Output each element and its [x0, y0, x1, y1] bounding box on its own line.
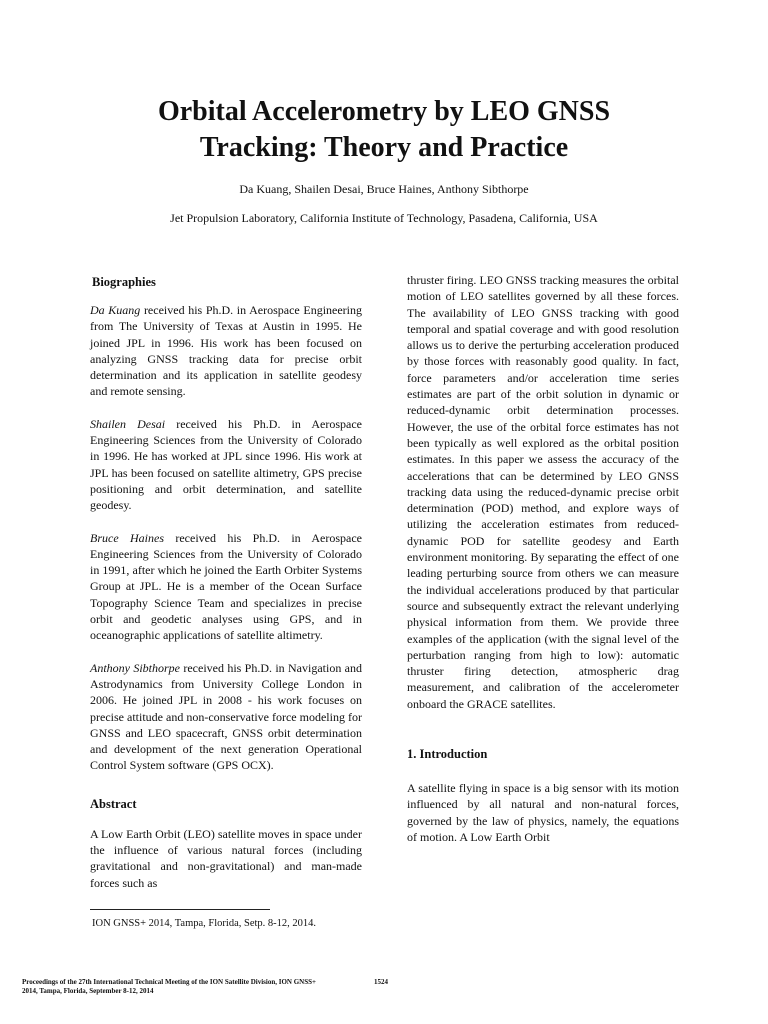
biography-haines: [90, 530, 362, 644]
bio-name: Anthony Sibthorpe: [90, 660, 180, 675]
abstract-heading: Abstract: [90, 796, 137, 811]
author-list: Da Kuang, Shailen Desai, Bruce Haines, Anthony Sibthorpe: [239, 182, 529, 196]
bio-name: Bruce Haines: [90, 530, 164, 545]
proceedings-footer: Proceedings of the 27th International Technical Meeting of the ION Satellite Division, ION GNSS+ 2014, Tampa, Florida, September 8-12, 2014: [22, 978, 316, 995]
introduction-paragraph: A satellite flying in space is a big sensor with its motion influenced by all natural and non-natural forces, governed by the law of physics, namely, the equations of motion. A Low Earth Orbit: [407, 781, 679, 844]
affiliation: Jet Propulsion Laboratory, California Institute of Technology, Pasadena, California, USA: [170, 211, 598, 225]
footnote-divider: [90, 909, 270, 910]
page-number: 1524: [374, 978, 388, 986]
title-line-1: Orbital Accelerometry by LEO GNSS: [157, 96, 611, 127]
introduction-heading: 1. Introduction: [407, 747, 488, 762]
bio-text: received his Ph.D. in Navigation and Astrodynamics from University College London in 2006. He joined JPL in 2008 - his work focuses on precise attitude and non-conservative force modeling for GNSS and LEO spacecraft, GNSS orbit determination and development of the next generation Operational Control System software (GPS OCX).: [90, 660, 362, 773]
biographies-heading: Biographies: [92, 275, 156, 289]
paper-title: [60, 94, 708, 166]
abstract-paragraph-start: A Low Earth Orbit (LEO) satellite moves in space under the influence of various natural forces (including gravitational and non-gravitational) and man-made forces such as: [90, 826, 362, 890]
abstract-paragraph-continued: thruster firing. LEO GNSS tracking measures the orbital motion of LEO satellites governed by all these forces. The availability of LEO GNSS tracking with good temporal and spatial coverage and with good resolution allows us to derive the perturbing acceleration produced by those forces with reasonably good quality. In fact, force parameters and/or acceleration time series estimates are part of the orbit solution in dynamic or reduced-dynamic orbit determination processes. However, the use of the orbital force estimates has not been typically as well explored as the orbital position estimates. In this paper we assess the accuracy of the accelerations that can be determined by LEO GNSS tracking data using the reduced-dynamic precise orbit determination (POD) method, and explore ways of utilizing the acceleration estimates from reduced-dynamic POD for satellite geodesy and Earth environment monitoring. By separating the effect of one leading perturbing source from others we can measure the individual accelerations produced by that particular source and subsequently extract the relevant underlying physical information from them. We provide three examples of the application (with the signal level of the perturbation ranging from high to low): automatic thruster firing detection, atmospheric drag measurement, and calibration of the accelerometer onboard the GRACE satellites.: [407, 273, 679, 711]
biography-desai: [90, 416, 362, 514]
bio-name: Shailen Desai: [90, 416, 166, 431]
bio-name: Da Kuang: [90, 303, 141, 317]
bio-text: received his Ph.D. in Aerospace Engineering Sciences from the University of Colorado in 1996. He has worked at JPL since 1996. His work at JPL has been focused on satellite altimetry, GPS precise positioning and orbit determination, and satellite geodesy.: [90, 416, 362, 513]
footnote: ION GNSS+ 2014, Tampa, Florida, Setp. 8-12, 2014.: [92, 918, 317, 929]
bio-text: received his Ph.D. in Aerospace Engineering Sciences from the University of Colorado in 1991, after which he joined the Earth Orbiter Systems Group at JPL. He is a member of the Ocean Surface Topography Science Team and specializes in precise orbit and geodetic analyses using GPS, and in oceanographic applications of satellite altimetry.: [90, 530, 362, 643]
biography-kuang: [90, 302, 362, 400]
left-column: [90, 274, 362, 907]
right-column: [407, 272, 679, 861]
title-line-2: Tracking: Theory and Practice: [199, 132, 569, 163]
bio-text: received his Ph.D. in Aerospace Engineering from The University of Texas at Austin in 1995. He joined JPL in 1996. His work has been focused on analyzing GNSS tracking data for precise orbit determination and its application in satellite geodesy and remote sensing.: [90, 303, 363, 399]
biography-sibthorpe: [90, 660, 362, 774]
